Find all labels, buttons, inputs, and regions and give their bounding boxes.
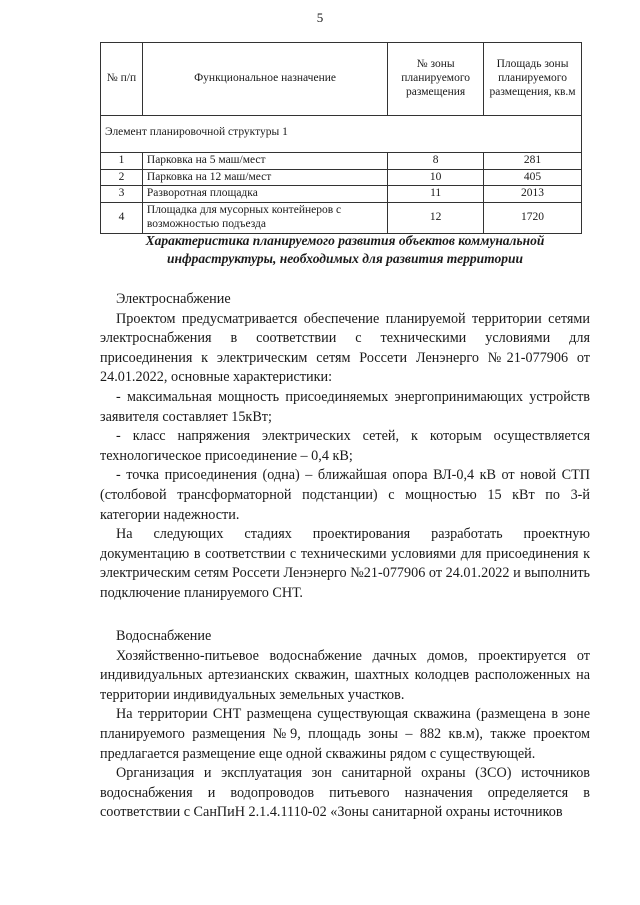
table-section-row [101, 116, 582, 153]
row-num: 2 [101, 169, 143, 186]
header-area: Площадь зоны планируемого размещения, кв.м [484, 43, 582, 116]
electricity-section [100, 290, 590, 604]
electricity-paragraph: - максимальная мощность присоединяемых энергопринимающих устройств заявителя составляет 15кВт; [100, 388, 590, 425]
row-zone: 11 [388, 186, 484, 203]
table-row [101, 186, 582, 203]
table-row [101, 203, 582, 234]
row-name: Парковка на 5 маш/мест [142, 152, 387, 169]
water-paragraph: На территории СНТ размещена существующая скважина (размещена в зоне планируемого размещения №9, площадь зоны – 882 кв.м), также проектом предлагается размещение еще одной скважины рядом с существующей. [100, 706, 590, 762]
row-area: 1720 [484, 203, 582, 234]
water-title: Водоснабжение [116, 628, 212, 644]
electricity-paragraph: - точка присоединения (одна) – ближайшая опора ВЛ-0,4 кВ от новой СТП (столбовой трансформаторной подстанции) с мощностью 15 кВт по 3-й категории надежности. [100, 467, 590, 523]
table-header-row [101, 43, 582, 116]
header-zone: № зоны планируемого размещения [388, 43, 484, 116]
row-num: 4 [101, 203, 143, 234]
planning-table [100, 42, 582, 234]
electricity-title: Электроснабжение [116, 291, 231, 307]
electricity-paragraph: Проектом предусматривается обеспечение планируемой территории сетями электроснабжения в соответствии с техническими условиями для присоединения к электрическим сетям Россети Ленэнерго №21-077906 от 24.01.2022, основные характеристики: [100, 310, 590, 386]
row-area: 281 [484, 152, 582, 169]
header-purpose: Функциональное назначение [142, 43, 387, 116]
row-num: 1 [101, 152, 143, 169]
section-title: Элемент планировочной структуры 1 [101, 116, 582, 153]
row-num: 3 [101, 186, 143, 203]
row-area: 405 [484, 169, 582, 186]
row-area: 2013 [484, 186, 582, 203]
table-row [101, 169, 582, 186]
table-row [101, 152, 582, 169]
section-heading: Характеристика планируемого развития объектов коммунальной инфраструктуры, необходимых для развития территории [145, 233, 545, 266]
row-name: Разворотная площадка [142, 186, 387, 203]
water-paragraph: Хозяйственно-питьевое водоснабжение дачных домов, проектируется от индивидуальных артезианских скважин, шахтных колодцев расположенных на территории индивидуальных земельных участков. [100, 647, 590, 703]
row-name: Площадка для мусорных контейнеров с возможностью подъезда [142, 203, 387, 234]
electricity-paragraph: - класс напряжения электрических сетей, к которым осуществляется технологическое присоединение – 0,4 кВ; [100, 428, 590, 464]
row-name: Парковка на 12 маш/мест [142, 169, 387, 186]
header-num: № п/п [101, 43, 143, 116]
row-zone: 8 [388, 152, 484, 169]
water-paragraph: Организация и эксплуатация зон санитарной охраны (ЗСО) источников водоснабжения и водопроводов питьевого назначения определяется в соответствии с СанПиН 2.1.4.1110-02 «Зоны санитарной охраны источников [100, 765, 590, 821]
page-number: 5 [316, 10, 324, 25]
electricity-paragraph: На следующих стадиях проектирования разработать проектную документацию в соответствии с техническими условиями для присоединения к электрическим сетям Россети Ленэнерго №21-077906 от 24.01.2022 и выполнить подключение планируемого СНТ. [100, 526, 590, 601]
water-section [100, 627, 590, 823]
row-zone: 10 [388, 169, 484, 186]
row-zone: 12 [388, 203, 484, 234]
